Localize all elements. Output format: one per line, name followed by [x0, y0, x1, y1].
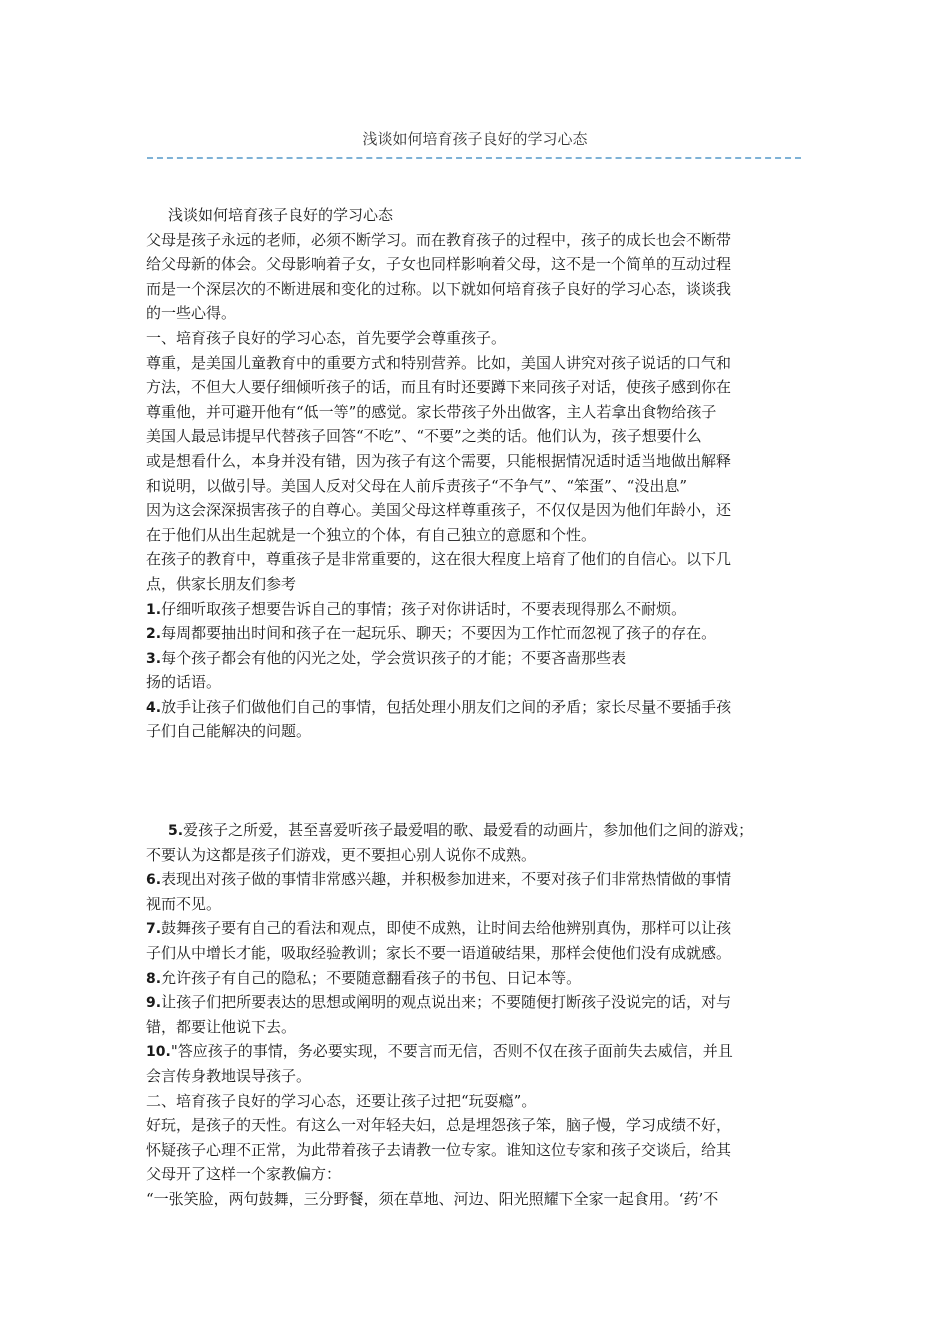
list-item: [146, 621, 816, 646]
list-item-text: 放手让孩子们做他们自己的事情，包括处理小朋友们之间的矛盾；家长尽量不要插手孩: [161, 697, 732, 716]
list-item-text: 爱孩子之所爱，甚至喜爱听孩子最爱唱的歌、最爱看的动画片，参加他们之间的游戏；: [183, 821, 754, 840]
list-item-text: "答应孩子的事情，务必要实现，不要言而无信，否则不仅在孩子面前失去威信，并且: [170, 1042, 733, 1061]
paragraph-line: 给父母新的体会。父母影响着子女，子女也同样影响着父母，这不是一个简单的互动过程: [146, 255, 732, 274]
paragraph-line: 的一些心得。: [146, 304, 237, 323]
list-item-text: 子们自己能解决的问题。: [146, 722, 312, 741]
list-item-text: 让孩子们把所要表达的思想或阐明的观点说出来；不要随便打断孩子没说完的话，对与: [161, 993, 732, 1012]
list-item-text: 不要认为这都是孩子们游戏，更不要担心别人说你不成熟。: [146, 845, 537, 864]
list-item-number: 1.: [146, 601, 162, 618]
list-item-text: 鼓舞孩子要有自己的看法和观点，即使不成熟，让时间去给他辨别真伪，那样可以让孩: [161, 919, 732, 938]
list-item-number: 4.: [146, 699, 162, 716]
section-1-paragraph: [146, 351, 816, 548]
paragraph-line: 美国人最忌讳提早代替孩子回答“不吃”、“不要”之类的话。他们认为，孩子想要什么: [146, 427, 702, 446]
paragraph-line: 因为这会深深损害孩子的自尊心。美国父母这样尊重孩子，不仅仅是因为他们年龄小，还: [146, 501, 732, 520]
section-1-paragraph-2: [146, 547, 816, 596]
list-item: [146, 818, 816, 867]
paragraph-line: 父母开了这样一个家教偏方：: [146, 1165, 342, 1184]
list-item-number: 2.: [146, 626, 162, 643]
paragraph-line: 方法，不但大人要仔细倾听孩子的话，而且有时还要蹲下来同孩子对话，使孩子感到你在: [146, 378, 732, 397]
list-item-number: 3.: [146, 650, 162, 667]
paragraph-line: 而是一个深层次的不断进展和变化的过称。以下就如何培育孩子良好的学习心态，谈谈我: [146, 279, 732, 298]
document-body: [146, 203, 816, 1212]
list-item-number: 10.: [146, 1044, 171, 1061]
section-2-paragraph: [146, 1113, 816, 1211]
paragraph-line: 在于他们从出生起就是一个独立的个体，有自己独立的意愿和个性。: [146, 525, 597, 544]
list-item: [146, 1039, 816, 1088]
paragraph-line: 尊重，是美国儿童教育中的重要方式和特别营养。比如，美国人讲究对孩子说话的口气和: [146, 353, 732, 372]
intro-paragraph: [146, 228, 816, 326]
list-item-number: 7.: [146, 921, 162, 938]
list-item-text: 错，都要让他说下去。: [146, 1017, 297, 1036]
page-header-title: 浅谈如何培育孩子良好的学习心态: [362, 130, 588, 148]
document-heading: 浅谈如何培育孩子良好的学习心态: [168, 206, 394, 224]
paragraph-line: “一张笑脸，两句鼓舞，三分野餐，须在草地、河边、阳光照耀下全家一起食用。‘药’不: [146, 1189, 719, 1208]
list-item-text: 会言传身教地误导孩子。: [146, 1067, 312, 1085]
list-item-number: 6.: [146, 872, 162, 889]
list-item-text: 每周都要抽出时间和孩子在一起玩乐、聊天；不要因为工作忙而忽视了孩子的存在。: [161, 624, 717, 643]
paragraph-line: 点，供家长朋友们参考: [146, 574, 297, 593]
list-item: [146, 966, 816, 991]
list-item-number: 9.: [146, 995, 162, 1012]
list-item-text: 每个孩子都会有他的闪光之处，学会赏识孩子的才能；不要吝啬那些表: [161, 648, 627, 667]
paragraph-line: 好玩，是孩子的天性。有这么一对年轻夫妇，总是埋怨孩子笨，脑子慢，学习成绩不好，: [146, 1116, 732, 1135]
paragraph-line: 尊重他，并可避开他有“低一等”的感觉。家长带孩子外出做客，主人若拿出食物给孩子: [146, 402, 717, 421]
list-item-text: 视而不见。: [146, 894, 222, 913]
list-item: [146, 916, 816, 965]
section-1-title: 一、培育孩子良好的学习心态，首先要学会尊重孩子。: [146, 328, 507, 347]
paragraph-line: 父母是孩子永远的老师，必须不断学习。而在教育孩子的过程中，孩子的成长也会不断带: [146, 230, 732, 249]
paragraph-line: 在孩子的教育中，尊重孩子是非常重要的，这在很大程度上培育了他们的自信心。以下几: [146, 550, 732, 569]
list-item-text: 扬的话语。: [146, 673, 222, 692]
list-item-number: 8.: [146, 970, 162, 987]
list-item-text: 子们从中增长才能，吸取经验教训；家长不要一语道破结果，那样会使他们没有成就感。: [146, 944, 732, 963]
list-item: [146, 646, 816, 695]
list-item: [146, 990, 816, 1039]
page-gap: [146, 744, 816, 818]
list-item-text: 仔细听取孩子想要告诉自己的事情；孩子对你讲话时，不要表现得那么不耐烦。: [161, 599, 687, 618]
section-2-title: 二、培育孩子良好的学习心态，还要让孩子过把“玩耍瘾”。: [146, 1091, 537, 1110]
list-item-text: 表现出对孩子做的事情非常感兴趣，并积极参加进来，不要对孩子们非常热情做的事情: [161, 870, 732, 889]
paragraph-line: 或是想看什么，本身并没有错，因为孩子有这个需要，只能根据情况适时适当地做出解释: [146, 451, 732, 470]
list-item-number: 5.: [168, 823, 184, 840]
list-item: [146, 597, 816, 622]
paragraph-line: 怀疑孩子心理不正常，为此带着孩子去请教一位专家。谁知这位专家和孩子交谈后，给其: [146, 1140, 732, 1159]
list-item: [146, 695, 816, 744]
header-divider: [147, 157, 801, 159]
list-item: [146, 867, 816, 916]
paragraph-line: 和说明，以做引导。美国人反对父母在人前斥责孩子“不争气”、“笨蛋”、“没出息”: [146, 476, 688, 495]
list-item-text: 允许孩子有自己的隐私；不要随意翻看孩子的书包、日记本等。: [161, 968, 582, 987]
